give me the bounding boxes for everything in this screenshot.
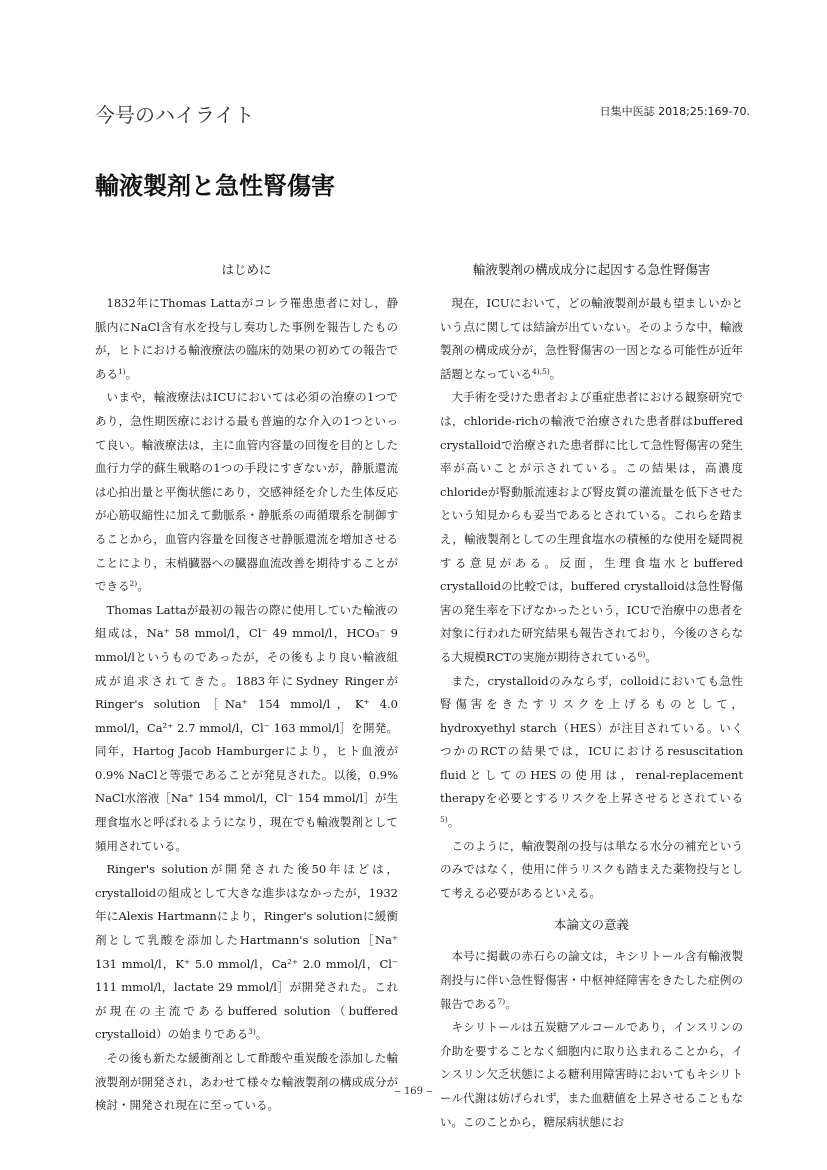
article-title: 輸液製剤と急性腎傷害 <box>95 172 335 200</box>
reference-marker: 2) <box>129 579 138 589</box>
paragraph-tail: 。 <box>447 815 460 830</box>
reference-marker: 1) <box>118 366 126 376</box>
section-heading-intro: はじめに <box>221 262 272 277</box>
reference-marker: 5) <box>440 815 448 825</box>
paragraph <box>440 670 743 835</box>
paragraph <box>95 599 398 859</box>
paragraph-tail: 。 <box>549 366 562 381</box>
reference-marker: 4),5) <box>532 366 550 376</box>
paragraph-text: 大手術を受けた患者および重症患者における観察研究では，chloride-richの輸液で治療された患者群はbuffered crystalloidで治療された患者群に比して急性腎傷害の発生率が高いことが示されている。この結果は，高濃度chlorideが腎動脈流速および腎皮質の灌流量を低下させたという知見からも妥当であるとされている。これらを踏まえ，輸液製剤としての生理食塩水の積極的な使用を疑問視する意見がある。反面，生理食塩水とbuffered crystalloidの比較では，buffered crystalloidは急性腎傷害の発生率を下げなかったという，ICUで治療中の患者を対象に行われた研究結果も報告されており，今後のさらなる大規模RCTの実施が期待されている <box>440 390 743 664</box>
section-label: 今号のハイライト <box>95 103 255 127</box>
paragraph <box>95 858 398 1047</box>
paragraph-tail: 。 <box>505 996 517 1011</box>
paragraph-text: 現在，ICUにおいて，どの輸液製剤が最も望ましいかという点に関しては結論が出ていない。そのような中，輸液製剤の構成成分が，急性腎傷害の一因となる可能性が近年話題となっている <box>440 296 743 381</box>
paragraph-text: キシリトールは五炭糖アルコールであり，インスリンの介助を要することなく細胞内に取り込まれることから，インスリン欠乏状態による糖利用障害時においてもキシリトール代謝は妨げられず，また血糖値を上昇させることもない。このことから，糖尿病状態にお <box>440 1020 743 1129</box>
paragraph-text: Ringer's solutionが開発された後50年ほどは，crystalloidの組成として大きな進歩はなかったが，1932年にAlexis Hartmannにより，Ringer's solutionに緩衝剤として乳酸を添加したHartmann's solution［Na⁺ 131 mmol/l，K⁺ 5.0 mmol/l，Ca²⁺ 2.0 mmol/l，Cl⁻ 111 mmol/l，lactate 29 mmol/l］が開発された。これが現在の主流であるbuffered solution（buffered crystalloid）の始まりである <box>95 862 398 1042</box>
section-heading-significance: 本論文の意義 <box>553 917 629 933</box>
paragraph-tail: 。 <box>255 1027 268 1042</box>
paragraph-tail: 。 <box>645 649 657 664</box>
journal-citation: 日集中医誌 2018;25:169-70. <box>599 105 750 118</box>
paragraph <box>95 1047 398 1118</box>
paragraph-text: Thomas Lattaが最初の報告の際に使用していた輸液の組成は，Na⁺ 58 mmol/l，Cl⁻ 49 mmol/l，HCO₃⁻ 9 mmol/lというものであったが，その後もより良い輸液組成が追求されてきた。1883年にSydney RingerがRinger's solution［Na⁺ 154 mmol/l，K⁺ 4.0 mmol/l，Ca²⁺ 2.7 mmol/l，Cl⁻ 163 mmol/l］を開発。同年，Hartog Jacob Hamburgerにより，ヒト血液が0.9% NaClと等張であることが発見された。以後，0.9% NaCl水溶液［Na⁺ 154 mmol/l，Cl⁻ 154 mmol/l］が生理食塩水と呼ばれるようになり，現在でも輸液製剤として頻用されている。 <box>95 602 398 853</box>
paragraph <box>440 292 743 386</box>
paragraph-text: 1832年にThomas Lattaがコレラ罹患患者に対し，静脈内にNaCl含有水を投与し奏功した事例を報告したものが，ヒトにおける輸液療法の臨床的効果の初めての報告である <box>95 296 398 381</box>
paragraph-text: また，crystalloidのみならず，colloidにおいても急性腎傷害をきたすリスクを上げるものとして，hydroxyethyl starch（HES）が注目されている。いくつかのRCTの結果では，ICUにおけるresuscitation fluidとしてのHESの使用は，renal-replacement therapyを必要とするリスクを上昇させるとされている <box>440 673 743 806</box>
paragraph-text: その後も新たな緩衝剤として酢酸や重炭酸を添加した輸液製剤が開発され，あわせて様々な輸液製剤の構成成分が検討・開発され現在に至っている。 <box>95 1051 398 1113</box>
paragraph <box>95 292 398 386</box>
reference-marker: 7) <box>497 996 506 1006</box>
paragraph-text: 本号に掲載の赤石らの論文は，キシリトール含有輸液製剤投与に伴い急性腎傷害・中枢神経障害をきたした症例の報告である <box>440 949 743 1011</box>
paragraph <box>440 386 743 669</box>
paragraph-text: いまや，輸液療法はICUにおいては必須の治療の1つであり，急性期医療における最も普遍的な介入の1つといって良い。輸液療法は，主に血管内容量の回復を目的とした血行力学的蘇生戦略の1つの手段にすぎないが，静脈還流は心拍出量と平衡状態にあり，交感神経を介した生体反応が心筋収縮性に加えて動脈系・静脈系の両循環系を制御することから，血管内容量を回復させ静脈還流を増加させることにより，末梢臓器への臓器血流改善を期待することができる <box>95 390 398 594</box>
paragraph-text: このように，輸液製剤の投与は単なる水分の補充というのみではなく，使用に伴うリスクも踏まえた薬物投与として考える必要があるといえる。 <box>440 838 743 900</box>
reference-marker: 3) <box>248 1027 256 1037</box>
paragraph-tail: 。 <box>137 579 149 594</box>
paragraph-tail: 。 <box>125 366 138 381</box>
paragraph <box>440 945 743 1016</box>
page-number: ‒ 169 ‒ <box>394 1086 433 1097</box>
paragraph <box>440 1016 743 1134</box>
left-column <box>95 258 398 1118</box>
paragraph <box>440 835 743 906</box>
paragraph <box>95 386 398 598</box>
reference-marker: 6) <box>637 649 646 659</box>
right-column <box>440 258 743 1134</box>
section-heading-fluid-components: 輸液製剤の構成成分に起因する急性腎傷害 <box>472 262 711 277</box>
